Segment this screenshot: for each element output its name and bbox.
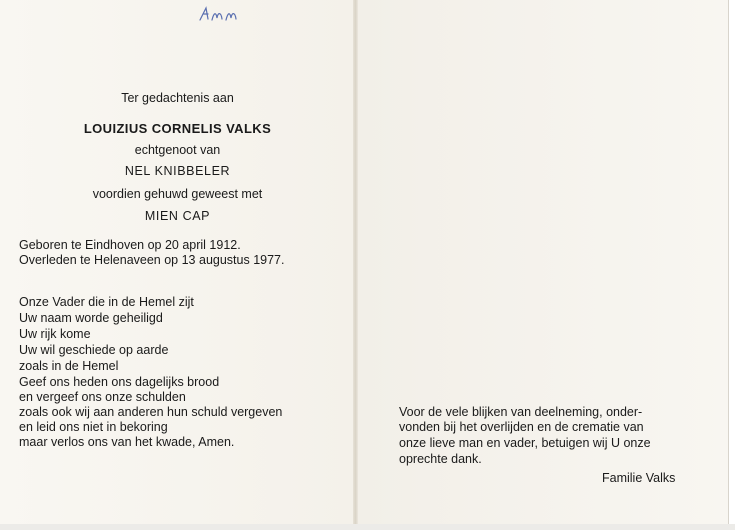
prayer-line: en leid ons niet in bekoring — [19, 420, 168, 434]
scan-edge — [0, 524, 735, 530]
prayer-line: Onze Vader die in de Hemel zijt — [19, 295, 194, 309]
prayer-line: zoals ook wij aan anderen hun schuld vergeven — [19, 405, 283, 419]
prior-marriage-label: voordien gehuwd geweest met — [92, 187, 263, 201]
thanks-line: oprechte dank. — [399, 452, 482, 466]
spouse-label: echtgenoot van — [134, 143, 221, 157]
prayer-line: Geef ons heden ons dagelijks brood — [19, 375, 220, 389]
prayer-line: Uw rijk kome — [19, 327, 91, 341]
intro-text: Ter gedachtenis aan — [121, 91, 234, 105]
prayer-line: maar verlos ons van het kwade, Amen. — [19, 435, 235, 449]
pencil-annotation-icon — [198, 2, 248, 26]
spouse-name: NEL KNIBBELER — [124, 164, 231, 178]
birth-line: Geboren te Eindhoven op 20 april 1912. — [19, 238, 241, 252]
prayer-line: zoals in de Hemel — [19, 359, 119, 373]
family-signature: Familie Valks — [602, 471, 676, 485]
prayer-line: en vergeef ons onze schulden — [19, 390, 186, 404]
thanks-line: Voor de vele blijken van deelneming, onder- — [399, 405, 643, 419]
prior-spouse-name: MIEN CAP — [144, 209, 211, 223]
deceased-name: LOUIZIUS CORNELIS VALKS — [83, 121, 272, 136]
thanks-line: onze lieve man en vader, betuigen wij U onze — [399, 436, 651, 450]
prayer-line: Uw naam worde geheiligd — [19, 311, 163, 325]
prayer-line: Uw wil geschiede op aarde — [19, 343, 169, 357]
thanks-line: vonden bij het overlijden en de crematie van — [399, 420, 644, 434]
death-line: Overleden te Helenaveen op 13 augustus 1977. — [19, 253, 285, 267]
